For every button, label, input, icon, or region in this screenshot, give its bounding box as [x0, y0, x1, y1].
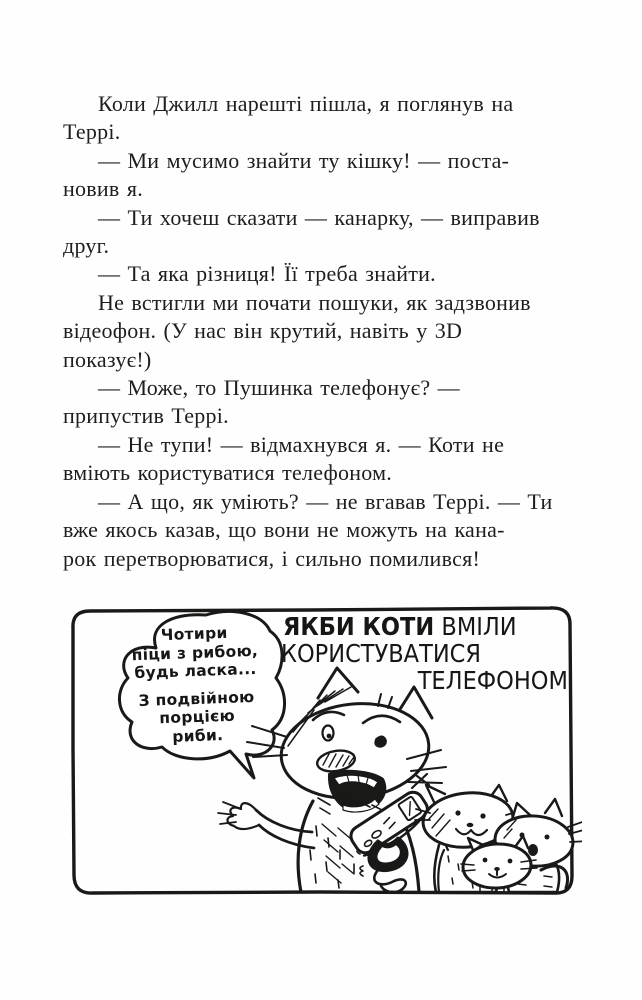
story-line: — Ти хочеш сказати — канарку, — виправив: [98, 204, 540, 230]
story-line: — Може, то Пушинка телефонує? —: [98, 375, 460, 401]
story-line: друг.: [63, 233, 110, 259]
bubble-line: будь ласка...: [134, 659, 257, 683]
story-line: — Ми мусимо знайти ту кішку! — поста-: [98, 147, 510, 173]
story-line: вже якось казав, що вони не можуть на кана-: [63, 517, 505, 543]
bubble-line: Чотири: [160, 623, 228, 645]
story-line: Террі.: [63, 119, 121, 145]
story-text: [63, 90, 585, 573]
story-line: відеофон. (У нас він крутий, навіть у 3D: [63, 318, 463, 344]
caption-bold-text: ЯКБИ КОТИ: [283, 612, 435, 641]
caption-line-2: КОРИСТУВАТИСЯ: [281, 639, 481, 668]
story-line: новив я.: [63, 176, 143, 202]
story-line: — А що, як уміють? — не вгавав Террі. — Ти: [98, 488, 553, 514]
story-line: рок перетворюватися, і сильно помилився!: [63, 545, 481, 571]
story-line: Коли Джилл нарешті пішла, я поглянув на: [98, 91, 514, 116]
caption-rest-text: ВМІЛИ: [434, 612, 517, 641]
story-line: показує!): [63, 346, 152, 372]
bubble-line: порцією: [159, 706, 236, 728]
bubble-line: риби.: [171, 725, 224, 746]
story-line: вміють користуватися телефоном.: [63, 460, 393, 486]
story-line: припустив Террі.: [63, 403, 229, 429]
caption-line-3: ТЕЛЕФОНОМ: [417, 666, 568, 695]
bubble-line: З подвійною: [138, 687, 255, 710]
story-line: Не встигли ми почати пошуки, як задзвонив: [98, 289, 531, 315]
bubble-line: піци з рибою,: [131, 641, 259, 664]
story-line: — Та яка різниця! Її треба знайти.: [98, 261, 436, 287]
speech-bubble-text: [110, 622, 282, 748]
comic-illustration: [60, 598, 582, 910]
story-line: — Не тупи! — відмахнувся я. — Коти не: [98, 431, 505, 457]
